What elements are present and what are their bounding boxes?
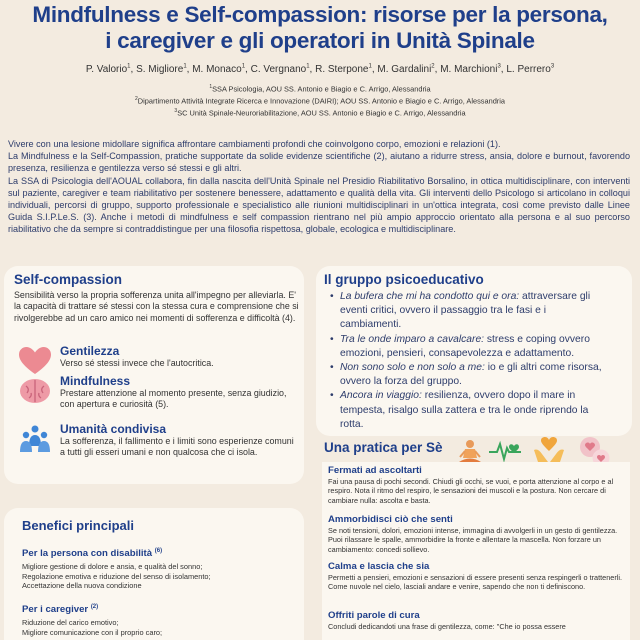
self-compassion-description: Sensibilità verso la propria sofferenza unita all'impegno per alleviarla. E' la capacità di trattare sé stessi con la stessa cura e comprensione che si rivolgerebbe ad un caro amico nei momenti di sofferenza e difficoltà (4).: [14, 290, 299, 323]
benefici-group-head: Per la persona con disabilità $^{(6)}$: [22, 548, 163, 560]
author: M. Monaco$^1$,: [192, 64, 251, 76]
intro-paragraph: La SSA di Psicologia dell'AOUAL collabora, fin dalla nascita dell'Unità Spinale nel Presidio Riabilitativo Borsalino, in ottica multidisciplinare, con interventi sul paziente, caregiver e team riabilitativo per sostenere benessere, adattamento e qualità della vita. Gli interventi dello Psicologo si articolano in colloqui individuali, percorsi di gruppo, supporto professionale e specialistico alle riunioni multidisciplinari in un'ottica integrata, così come previsto dalle Linee Guida S.I.P.Le.S. (3). Anche i metodi di mindfulness e self compassion rientrano nel più ampio approccio orientato alla persona e al suo percorso riabilitativo che da sempre si contraddistingue per una filosofia rispettosa, globale, ecologica e multidisciplinare.: [8, 175, 630, 235]
gruppo-title: Il gruppo psicoeducativo: [324, 272, 484, 287]
benefici-group: [22, 548, 302, 590]
title-line-2: i caregiver e gli operatori in Unità Spinale: [105, 28, 535, 53]
pratica-box: [322, 462, 630, 640]
pratica-block-text: Se noti tensioni, dolori, emozioni intense, immagina di avvolgerli in un gesto di gentilezza. Puoi rilassare le spalle, ammorbidire la fronte e allentare la mascella. Non forzare un cambiamento: concedi sollievo.: [328, 526, 618, 554]
pratica-block-head: Fermati ad ascoltarti: [328, 465, 422, 476]
author: P. Valorio$^1$,: [85, 64, 137, 76]
pratica-block: [328, 561, 624, 592]
pratica-block: [328, 514, 624, 554]
sc-item-title: Gentilezza: [60, 344, 120, 358]
pratica-block-text: Permetti a pensieri, emozioni e sensazioni di essere presenti senza respingerli o trattenerli. Come nuvole nel cielo, lasciali andare e venire, sapendo che non ti definiscono.: [328, 573, 623, 592]
sc-item-title: Mindfulness: [60, 374, 131, 388]
intro-paragraph: Vivere con una lesione midollare significa affrontare cambiamenti profondi che coinvolgono corpo, emozioni e relazioni (1).: [8, 139, 501, 149]
benefici-line: Migliore gestione di dolore e ansia, e qualità del sonno;: [22, 562, 203, 572]
self-compassion-card: [4, 266, 304, 484]
benefici-line: Migliore comunicazione con il proprio caro;: [22, 627, 163, 637]
pratica-block-head: Offriti parole di cura: [328, 610, 420, 621]
pratica-block-text: Concludi dedicandoti una frase di gentilezza, come: "Che io possa essere: [328, 622, 566, 631]
benefici-line: Regolazione emotiva e riduzione del senso di isolamento;: [22, 571, 211, 581]
gruppo-item: • Tra le onde imparo a cavalcare: stress e coping ovvero emozioni, pensieri, consapevolezza e adattamento.: [330, 333, 608, 361]
author: M. Gardalini$^2$,: [377, 64, 441, 76]
author: R. Sterpone$^1$,: [315, 64, 378, 76]
pratica-block-head: Calma e lascia che sia: [328, 561, 430, 572]
pratica-block: [328, 610, 624, 631]
pratica-block-text: Fai una pausa di pochi secondi. Chiudi gli occhi, se vuoi, e porta attenzione al corpo e al respiro. Nota il ritmo del respiro, le sensazioni dei muscoli e la postura. Non cercare di cambiare nulla: ascolta e basta.: [328, 477, 614, 505]
gruppo-card: [316, 266, 632, 436]
heart-icon: [18, 346, 52, 376]
benefici-group: [22, 604, 302, 637]
sc-item-text: La sofferenza, il fallimento e i limiti sono esperienze comuni a tutti gli esseri umani e non qualcosa che ci isola.: [60, 436, 294, 458]
benefici-line: Accettazione della nuova condizione: [22, 581, 142, 590]
hands-heart-icon: [532, 436, 566, 464]
affiliation: $^1$SSA Psicologia, AOU SS. Antonio e Biagio e C. Arrigo, Alessandria: [209, 84, 431, 94]
author: S. Migliore$^1$,: [136, 64, 193, 76]
sc-item-text: Prestare attenzione al momento presente, senza giudizio, con apertura e curiosità (5).: [60, 388, 287, 410]
self-compassion-title: Self-compassion: [14, 272, 123, 287]
pratica-block-head: Ammorbidisci ciò che senti: [328, 514, 453, 525]
author: C. Vergnano$^1$,: [250, 64, 316, 76]
benefici-group-head: Per i caregiver $^{(2)}$: [22, 604, 99, 616]
poster-title: [0, 2, 640, 54]
sc-item-text: Verso sé stessi invece che l'autocritica.: [60, 358, 214, 368]
pratica-block: [328, 465, 624, 505]
gruppo-item: • La bufera che mi ha condotto qui e ora: attraversare gli eventi critici, ovvero il passaggio tra le fasi e i cambiamenti.: [330, 290, 608, 333]
benefici-title: Benefici principali: [22, 518, 134, 533]
title-line-1: Mindfulness e Self-compassion: risorse per la persona,: [32, 2, 608, 27]
pratica-title: Una pratica per Sè: [324, 440, 443, 455]
gruppo-item: • Ancora in viaggio: resilienza, ovvero dopo il mare in tempesta, risalgo sulla zattera e tra le onde riprendo la rotta.: [330, 389, 608, 432]
benefici-card: [4, 508, 304, 640]
people-icon: [18, 424, 52, 454]
gruppo-list: [330, 290, 608, 432]
benefici-line: Riduzione del carico emotivo;: [22, 618, 119, 628]
affiliation: $^3$SC Unità Spinale-Neuroriabilitazione, AOU SS. Antonio e Biagio e C. Arrigo, Alessandria: [174, 108, 466, 118]
author: L. Perrero$^3$: [506, 64, 555, 76]
brain-icon: [18, 376, 52, 406]
authors: [0, 64, 640, 75]
heartbeat-icon: [488, 440, 522, 462]
author: M. Marchioni$^3$,: [440, 64, 507, 76]
intro-text: [8, 138, 630, 236]
gruppo-item: • Non sono solo e non solo a me: io e gli altri come risorsa, ovvero la forza del gruppo.: [330, 361, 608, 389]
intro-paragraph: La Mindfulness e la Self-Compassion, pratiche supportate da solide evidenze scientifiche (2), aiutano a ridurre stress, ansia, dolore e burnout, favorendo presenza, resilienza e gentilezza verso sé stessi e gli altri.: [8, 151, 630, 174]
affiliation: $^2$Dipartimento Attività Integrate Ricerca e Innovazione (DAIRI); AOU SS. Antonio e Biagio e C. Arrigo, Alessandria: [134, 96, 506, 106]
sc-item-title: Umanità condivisa: [60, 422, 167, 436]
